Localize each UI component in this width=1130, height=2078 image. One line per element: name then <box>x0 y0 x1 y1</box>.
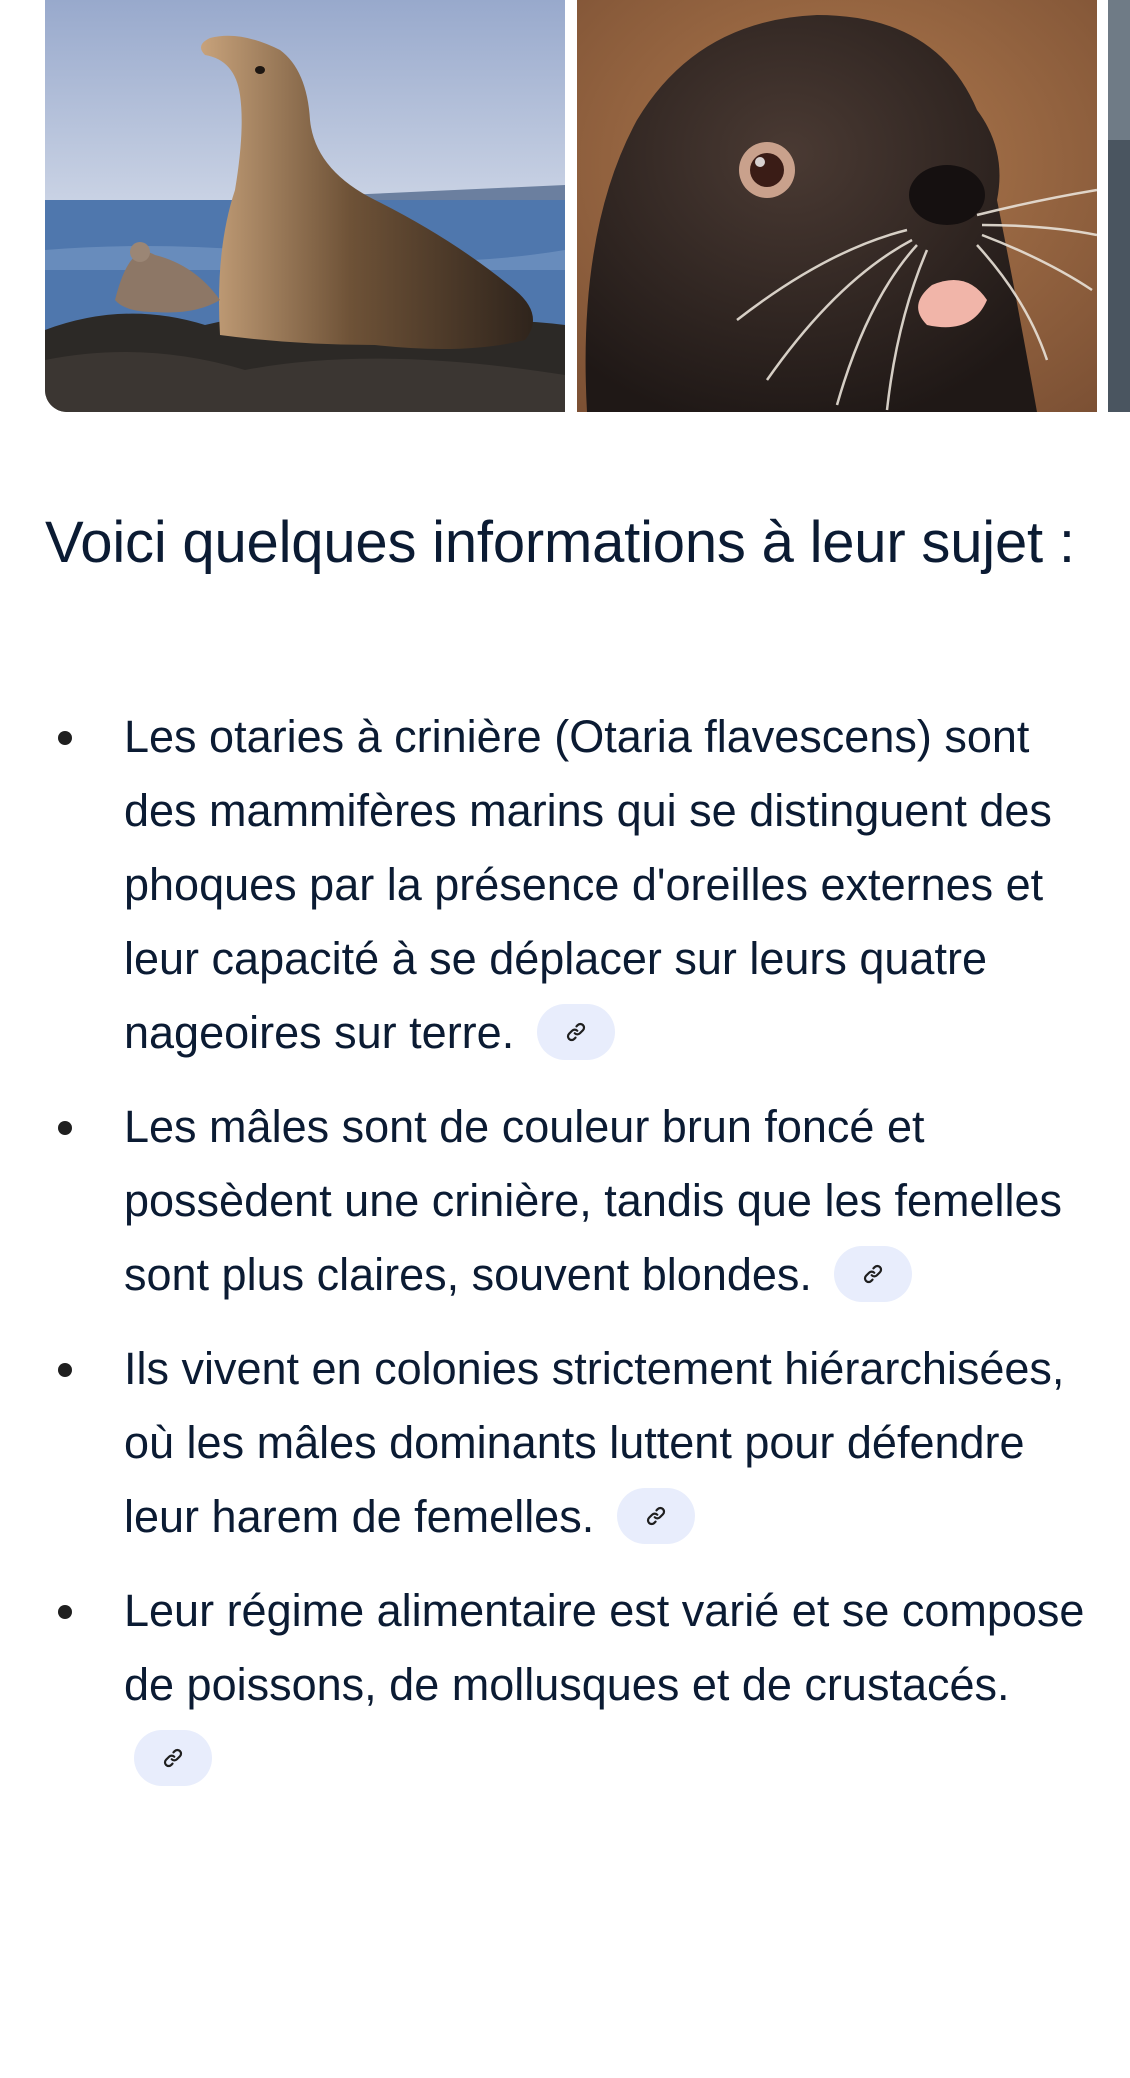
list-item <box>45 1574 1105 1796</box>
bullet-point <box>58 1121 72 1135</box>
source-link-button[interactable] <box>134 1730 212 1786</box>
link-icon <box>565 1021 587 1043</box>
fact-text: Les otaries à crinière (Otaria flavescens) sont des mammifères marins qui se distinguent des phoques par la présence d'oreilles externes et leur capacité à se déplacer sur leurs quatre nageoires sur terre. <box>124 711 1052 1058</box>
link-icon <box>862 1263 884 1285</box>
link-icon <box>162 1747 184 1769</box>
sea-lion-face-image[interactable] <box>577 0 1097 412</box>
bullet-point <box>58 731 72 745</box>
fact-text: Leur régime alimentaire est varié et se compose de poissons, de mollusques et de crustacés. <box>124 1585 1085 1710</box>
list-item <box>45 1332 1105 1554</box>
sea-lion-on-rock-photo <box>45 0 565 412</box>
list-item <box>45 1090 1105 1312</box>
list-item <box>45 700 1105 1070</box>
sea-lion-face-photo <box>577 0 1097 412</box>
bullet-point <box>58 1363 72 1377</box>
facts-list <box>45 700 1105 1816</box>
link-icon <box>645 1505 667 1527</box>
source-link-button[interactable] <box>834 1246 912 1302</box>
image-carousel[interactable] <box>0 0 1130 412</box>
fact-text: Ils vivent en colonies strictement hiérarchisées, où les mâles dominants luttent pour défendre leur harem de femelles. <box>124 1343 1065 1542</box>
source-link-button[interactable] <box>617 1488 695 1544</box>
next-image-partial[interactable] <box>1108 0 1130 412</box>
partial-photo <box>1108 0 1130 412</box>
bullet-point <box>58 1605 72 1619</box>
sea-lion-on-rock-image[interactable] <box>45 0 565 412</box>
section-heading: Voici quelques informations à leur sujet : <box>45 510 1075 575</box>
source-link-button[interactable] <box>537 1004 615 1060</box>
fact-text: Les mâles sont de couleur brun foncé et possèdent une crinière, tandis que les femelles sont plus claires, souvent blondes. <box>124 1101 1063 1300</box>
